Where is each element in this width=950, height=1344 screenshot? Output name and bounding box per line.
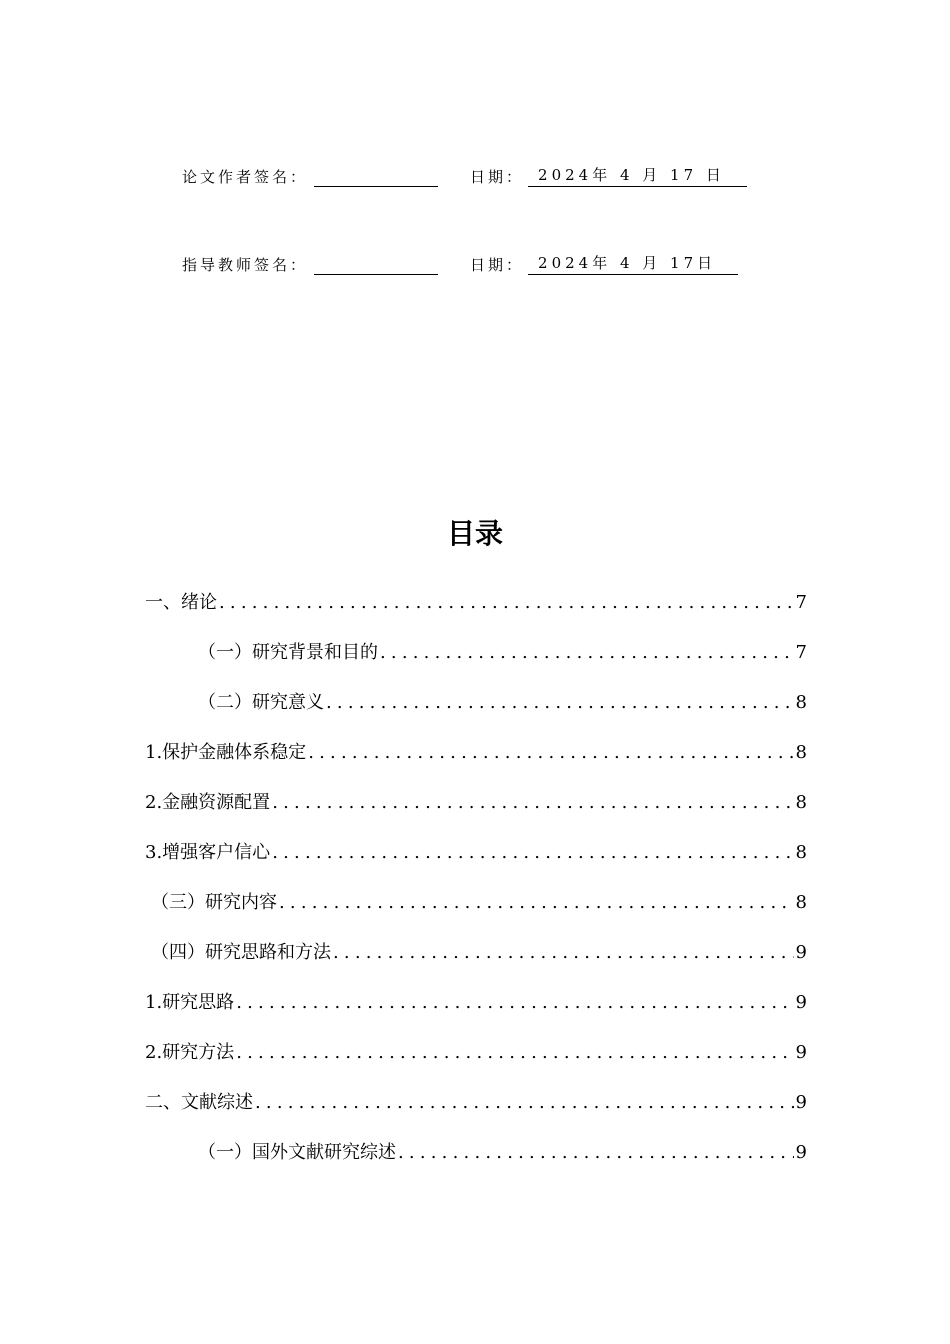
toc-entry[interactable] — [145, 1138, 807, 1188]
toc-leader-dots — [326, 692, 794, 713]
advisor-signature-label: 指导教师签名： — [182, 256, 309, 274]
toc-entry[interactable] — [145, 1088, 807, 1138]
toc-entry-page: 9 — [795, 992, 807, 1013]
toc-entry-page: 8 — [795, 842, 807, 863]
toc-leader-dots — [272, 842, 793, 863]
toc-leader-dots — [272, 792, 793, 813]
toc-entry-page: 9 — [795, 1042, 807, 1063]
toc-leader-dots — [236, 992, 793, 1013]
toc-entry-page: 8 — [795, 792, 807, 813]
toc-entry-label: （三）研究内容 — [151, 892, 277, 913]
toc-entry-label: （一）国外文献研究综述 — [198, 1142, 396, 1163]
toc-leader-dots — [333, 942, 794, 963]
toc-entry-label: （二）研究意义 — [198, 692, 324, 713]
toc-leader-dots — [236, 1042, 793, 1063]
table-of-contents — [145, 588, 807, 1188]
toc-entry-page: 8 — [795, 692, 807, 713]
toc-leader-dots — [219, 592, 794, 613]
toc-entry-label: 2.研究方法 — [145, 1042, 235, 1063]
toc-entry-page: 8 — [795, 742, 807, 763]
toc-leader-dots — [308, 742, 793, 763]
author-date-value: 2024年 4 月 17 日 — [528, 164, 747, 187]
toc-entry-label: 3.增强客户信心 — [145, 842, 271, 863]
toc-entry-label: （一）研究背景和目的 — [198, 642, 378, 663]
toc-entry-page: 9 — [795, 1092, 807, 1113]
author-signature-label: 论文作者签名： — [182, 168, 309, 186]
toc-leader-dots — [380, 642, 794, 663]
advisor-signature-blank — [314, 258, 438, 275]
toc-entry-page: 7 — [795, 592, 807, 613]
toc-leader-dots — [279, 892, 794, 913]
author-signature-blank — [314, 170, 438, 187]
advisor-date-label: 日期： — [470, 256, 525, 274]
toc-entry-label: 一、绪论 — [145, 592, 217, 613]
toc-entry[interactable] — [145, 738, 807, 788]
author-signature-row — [182, 164, 747, 187]
toc-entry-page: 9 — [795, 942, 807, 963]
advisor-date-value: 2024年 4 月 17日 — [528, 252, 738, 275]
toc-entry-label: 二、文献综述 — [145, 1092, 253, 1113]
toc-entry-label: （四）研究思路和方法 — [151, 942, 331, 963]
toc-entry[interactable] — [145, 988, 807, 1038]
toc-entry-page: 9 — [795, 1142, 807, 1163]
toc-entry[interactable] — [145, 638, 807, 688]
toc-title: 目录 — [446, 517, 503, 550]
toc-entry-page: 8 — [795, 892, 807, 913]
toc-entry-page: 7 — [795, 642, 807, 663]
toc-entry[interactable] — [145, 838, 807, 888]
toc-leader-dots — [255, 1092, 794, 1113]
author-date-label: 日期： — [470, 168, 525, 186]
toc-entry[interactable] — [145, 588, 807, 638]
toc-entry[interactable] — [145, 888, 807, 938]
toc-leader-dots — [398, 1142, 794, 1163]
toc-entry-label: 1.保护金融体系稳定 — [145, 742, 307, 763]
toc-entry[interactable] — [145, 688, 807, 738]
toc-entry-label: 2.金融资源配置 — [145, 792, 271, 813]
toc-entry[interactable] — [145, 938, 807, 988]
advisor-signature-row — [182, 252, 738, 275]
toc-entry[interactable] — [145, 1038, 807, 1088]
toc-entry[interactable] — [145, 788, 807, 838]
toc-entry-label: 1.研究思路 — [145, 992, 235, 1013]
